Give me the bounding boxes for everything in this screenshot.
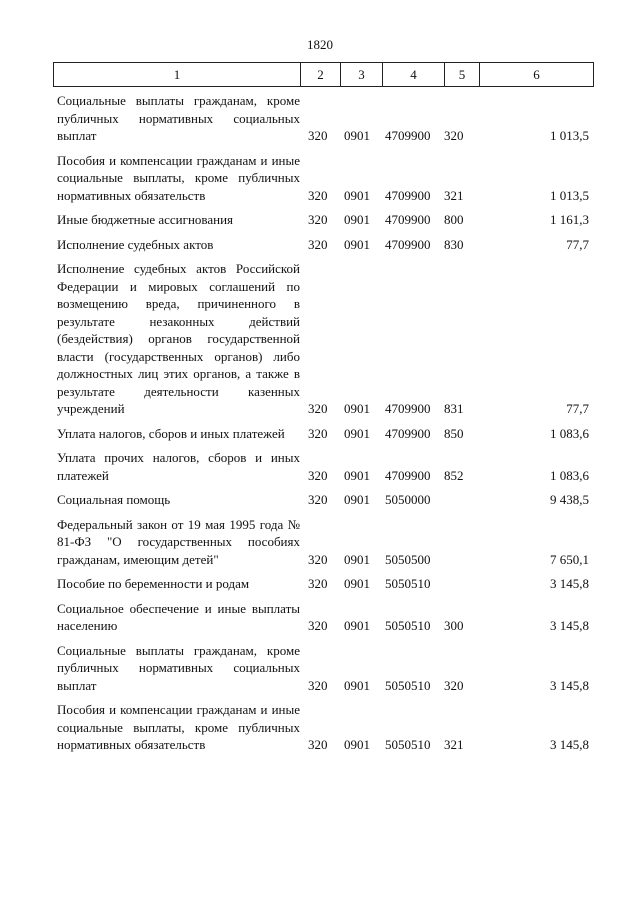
- row-name: Федеральный закон от 19 мая 1995 года № 81-ФЗ "О государственных пособиях гражданам, имеющим детей": [57, 516, 300, 567]
- table-row: [53, 152, 593, 205]
- row-col-4: 5050510: [385, 737, 431, 752]
- table-row: [53, 92, 593, 145]
- row-col-2: 320: [308, 467, 328, 483]
- row-col-2: 320: [308, 618, 328, 633]
- row-col-4: 4709900: [385, 425, 431, 441]
- table-row: [53, 449, 593, 484]
- row-col-6: 9 438,5: [550, 492, 589, 507]
- table-row: [53, 575, 593, 593]
- row-col-2: 320: [308, 212, 328, 227]
- row-col-4: 5050510: [385, 576, 431, 591]
- row-name: Уплата прочих налогов, сборов и иных платежей: [57, 450, 300, 483]
- header-col-5: 5: [445, 63, 480, 87]
- row-col-4: 5050510: [385, 618, 431, 633]
- row-col-5: 850: [444, 425, 464, 441]
- row-col-2: 320: [308, 576, 328, 591]
- row-col-3: 0901: [344, 187, 370, 203]
- row-col-6: 1 083,6: [550, 425, 589, 441]
- row-col-4: 5050500: [385, 551, 431, 567]
- row-col-2: 320: [308, 551, 328, 567]
- row-name: Социальная помощь: [57, 492, 171, 507]
- row-col-2: 320: [308, 677, 328, 693]
- row-col-3: 0901: [344, 492, 370, 507]
- row-col-6: 3 145,8: [550, 576, 589, 591]
- row-name: Социальное обеспечение и иные выплаты населению: [57, 600, 300, 633]
- row-col-6: 77,7: [566, 236, 589, 252]
- row-col-4: 5050510: [385, 677, 431, 693]
- row-col-6: 1 083,6: [550, 467, 589, 483]
- row-name: Пособие по беременности и родам: [57, 576, 250, 591]
- row-col-6: 7 650,1: [550, 551, 589, 567]
- page-number: 1820: [307, 37, 333, 52]
- row-col-5: 321: [444, 737, 464, 752]
- row-name: Исполнение судебных актов Российской Федерации и мировых соглашений по возмещению вреда, причиненного в результате незаконных действий (бездействия) органов государственной власти (государственных органов) либо должностных лиц этих органов, а также в результате деятельности казенных учреждений: [57, 261, 300, 416]
- row-col-2: 320: [308, 737, 328, 752]
- table-header: [53, 62, 594, 87]
- row-name: Иные бюджетные ассигнования: [57, 212, 234, 227]
- row-col-5: 321: [444, 187, 464, 203]
- table-row: [53, 236, 593, 254]
- row-col-6: 1 161,3: [550, 212, 589, 227]
- row-col-6: 3 145,8: [550, 677, 589, 693]
- row-col-6: 3 145,8: [550, 737, 589, 752]
- row-col-3: 0901: [344, 618, 370, 633]
- table-row: [53, 260, 593, 418]
- table-row: [53, 425, 593, 443]
- row-col-2: 320: [308, 401, 328, 416]
- row-col-6: 3 145,8: [550, 618, 589, 633]
- table-row: [53, 491, 593, 509]
- row-col-5: 800: [444, 212, 464, 227]
- row-col-5: 320: [444, 677, 464, 693]
- table-row: [53, 642, 593, 695]
- row-col-3: 0901: [344, 128, 370, 143]
- row-col-5: 852: [444, 467, 464, 483]
- row-col-4: 4709900: [385, 128, 431, 143]
- row-name: Пособия и компенсации гражданам и иные социальные выплаты, кроме публичных нормативных обязательств: [57, 702, 300, 752]
- row-col-4: 5050000: [385, 492, 431, 507]
- row-col-3: 0901: [344, 236, 370, 252]
- row-col-4: 4709900: [385, 467, 431, 483]
- header-col-4: 4: [383, 63, 445, 87]
- table-row: [53, 600, 593, 635]
- header-col-2: 2: [301, 63, 341, 87]
- row-col-3: 0901: [344, 425, 370, 441]
- row-col-6: 77,7: [566, 401, 589, 416]
- row-col-3: 0901: [344, 212, 370, 227]
- row-col-2: 320: [308, 492, 328, 507]
- row-name: Пособия и компенсации гражданам и иные социальные выплаты, кроме публичных нормативных обязательств: [57, 152, 300, 203]
- row-col-3: 0901: [344, 401, 370, 416]
- row-col-2: 320: [308, 128, 328, 143]
- row-col-5: 831: [444, 401, 464, 416]
- row-name: Социальные выплаты гражданам, кроме публичных нормативных социальных выплат: [57, 93, 300, 143]
- row-col-2: 320: [308, 187, 328, 203]
- row-name: Социальные выплаты гражданам, кроме публичных нормативных социальных выплат: [57, 642, 300, 693]
- row-name: Исполнение судебных актов: [57, 236, 214, 252]
- row-col-5: 830: [444, 236, 464, 252]
- row-col-2: 320: [308, 236, 328, 252]
- table-row: [53, 516, 593, 569]
- table-row: [53, 211, 593, 229]
- header-col-3: 3: [341, 63, 383, 87]
- row-col-4: 4709900: [385, 236, 431, 252]
- row-col-5: 320: [444, 128, 464, 143]
- row-col-4: 4709900: [385, 401, 431, 416]
- header-col-6: 6: [480, 63, 594, 87]
- row-col-6: 1 013,5: [550, 128, 589, 143]
- row-col-3: 0901: [344, 677, 370, 693]
- row-col-6: 1 013,5: [550, 187, 589, 203]
- table-row: [53, 701, 593, 754]
- header-col-1: 1: [54, 63, 301, 87]
- row-col-3: 0901: [344, 737, 370, 752]
- row-col-4: 4709900: [385, 187, 431, 203]
- row-col-2: 320: [308, 425, 328, 441]
- table-body: [53, 92, 593, 761]
- row-name: Уплата налогов, сборов и иных платежей: [57, 425, 285, 441]
- row-col-4: 4709900: [385, 212, 431, 227]
- row-col-5: 300: [444, 618, 464, 633]
- row-col-3: 0901: [344, 467, 370, 483]
- row-col-3: 0901: [344, 551, 370, 567]
- row-col-3: 0901: [344, 576, 370, 591]
